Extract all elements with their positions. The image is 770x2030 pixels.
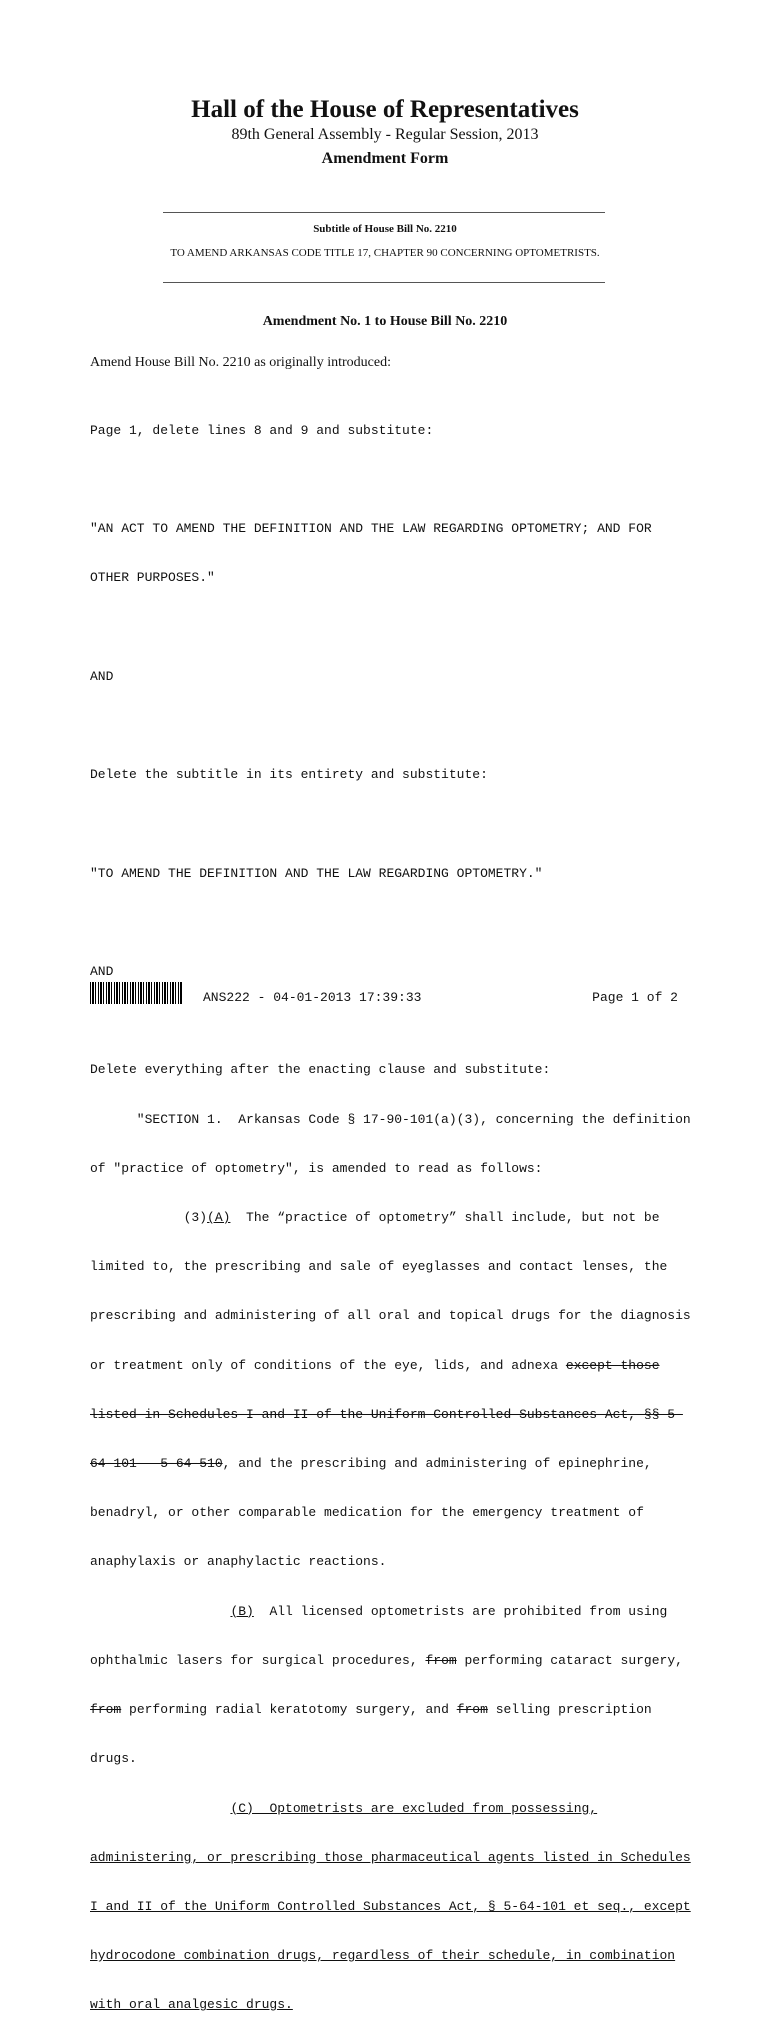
body-line: OTHER PURPOSES." (90, 570, 215, 586)
deleted-text: from (456, 1702, 488, 1718)
deleted-text: from (425, 1652, 457, 1668)
body-line: Delete the subtitle in its entirety and substitute: (90, 767, 488, 783)
body-text: , and the prescribing and administering of epinephrine, (222, 1456, 652, 1472)
body-text: ophthalmic lasers for surgical procedures, (90, 1652, 426, 1668)
body-text: The “practice of optometry” shall include, but not be (230, 1210, 660, 1226)
body-line: AND (90, 668, 114, 684)
footer-doc-id: ANS222 - 04-01-2013 17:39:33 (203, 990, 422, 1005)
body-line: anaphylaxis or anaphylactic reactions. (90, 1554, 387, 1570)
body-text: performing cataract surgery, (456, 1652, 683, 1668)
body-line (90, 1358, 690, 1374)
divider-top (163, 212, 605, 213)
body-line: AND (90, 964, 114, 980)
body-line: Page 1, delete lines 8 and 9 and substitute: (90, 422, 434, 438)
body-line: drugs. (90, 1751, 137, 1767)
body-line: "TO AMEND THE DEFINITION AND THE LAW REGARDING OPTOMETRY." (90, 865, 543, 881)
inserted-text: (C) Optometrists are excluded from possessing, (230, 1800, 598, 1816)
subtitle-text: TO AMEND ARKANSAS CODE TITLE 17, CHAPTER 90 CONCERNING OPTOMETRISTS. (170, 247, 600, 259)
inserted-line: hydrocodone combination drugs, regardless of their schedule, in combination (90, 1948, 676, 1964)
barcode-image (90, 982, 182, 1004)
body-line (90, 1702, 690, 1718)
amendment-intro: Amend House Bill No. 2210 as originally introduced: (90, 355, 391, 370)
inserted-line: administering, or prescribing those pharmaceutical agents listed in Schedules (90, 1849, 691, 1865)
subtitle-heading: Subtitle of House Bill No. 2210 (313, 223, 457, 235)
amendment-title: Amendment No. 1 to House Bill No. 2210 (262, 314, 508, 329)
deleted-text: except those (565, 1357, 660, 1373)
divider-bottom (163, 282, 605, 283)
body-line (90, 1456, 690, 1472)
inserted-line: I and II of the Uniform Controlled Substances Act, § 5-64-101 et seq., except (90, 1898, 691, 1914)
body-line: benadryl, or other comparable medication for the emergency treatment of (90, 1505, 644, 1521)
deleted-line: listed in Schedules I and II of the Uniform Controlled Substances Act, §§ 5- (90, 1406, 683, 1422)
body-line: Delete everything after the enacting clause and substitute: (90, 1062, 551, 1078)
form-label: Amendment Form (321, 150, 449, 167)
body-line: "SECTION 1. Arkansas Code § 17-90-101(a)(3), concerning the definition (90, 1111, 691, 1127)
amendment-body (90, 390, 690, 2030)
deleted-text: from (90, 1702, 122, 1718)
body-line: limited to, the prescribing and sale of eyeglasses and contact lenses, the (90, 1259, 668, 1275)
body-text (90, 1604, 230, 1619)
body-line (90, 1604, 690, 1620)
footer-page-number: Page 1 of 2 (592, 990, 678, 1005)
session-line: 89th General Assembly - Regular Session, 2013 (231, 126, 539, 143)
deleted-text: 64-101 — 5-64-510 (90, 1456, 223, 1472)
body-text: performing radial keratotomy surgery, and (121, 1702, 457, 1718)
body-text: selling prescription (487, 1702, 652, 1718)
body-text (90, 1801, 230, 1816)
document-title: Hall of the House of Representatives (191, 96, 579, 123)
inserted-text: (A) (207, 1210, 231, 1226)
body-text: or treatment only of conditions of the eye, lids, and adnexa (90, 1357, 566, 1373)
body-line (90, 1801, 690, 1817)
inserted-line: with oral analgesic drugs. (90, 1997, 293, 2013)
inserted-text: (B) (230, 1603, 254, 1619)
body-text: All licensed optometrists are prohibited from using (253, 1603, 668, 1619)
body-text: (3) (90, 1210, 208, 1226)
body-line (90, 1653, 690, 1669)
body-line: "AN ACT TO AMEND THE DEFINITION AND THE LAW REGARDING OPTOMETRY; AND FOR (90, 521, 652, 537)
body-line: prescribing and administering of all oral and topical drugs for the diagnosis (90, 1308, 691, 1324)
body-line: of "practice of optometry", is amended to read as follows: (90, 1160, 543, 1176)
body-line (90, 1210, 690, 1226)
